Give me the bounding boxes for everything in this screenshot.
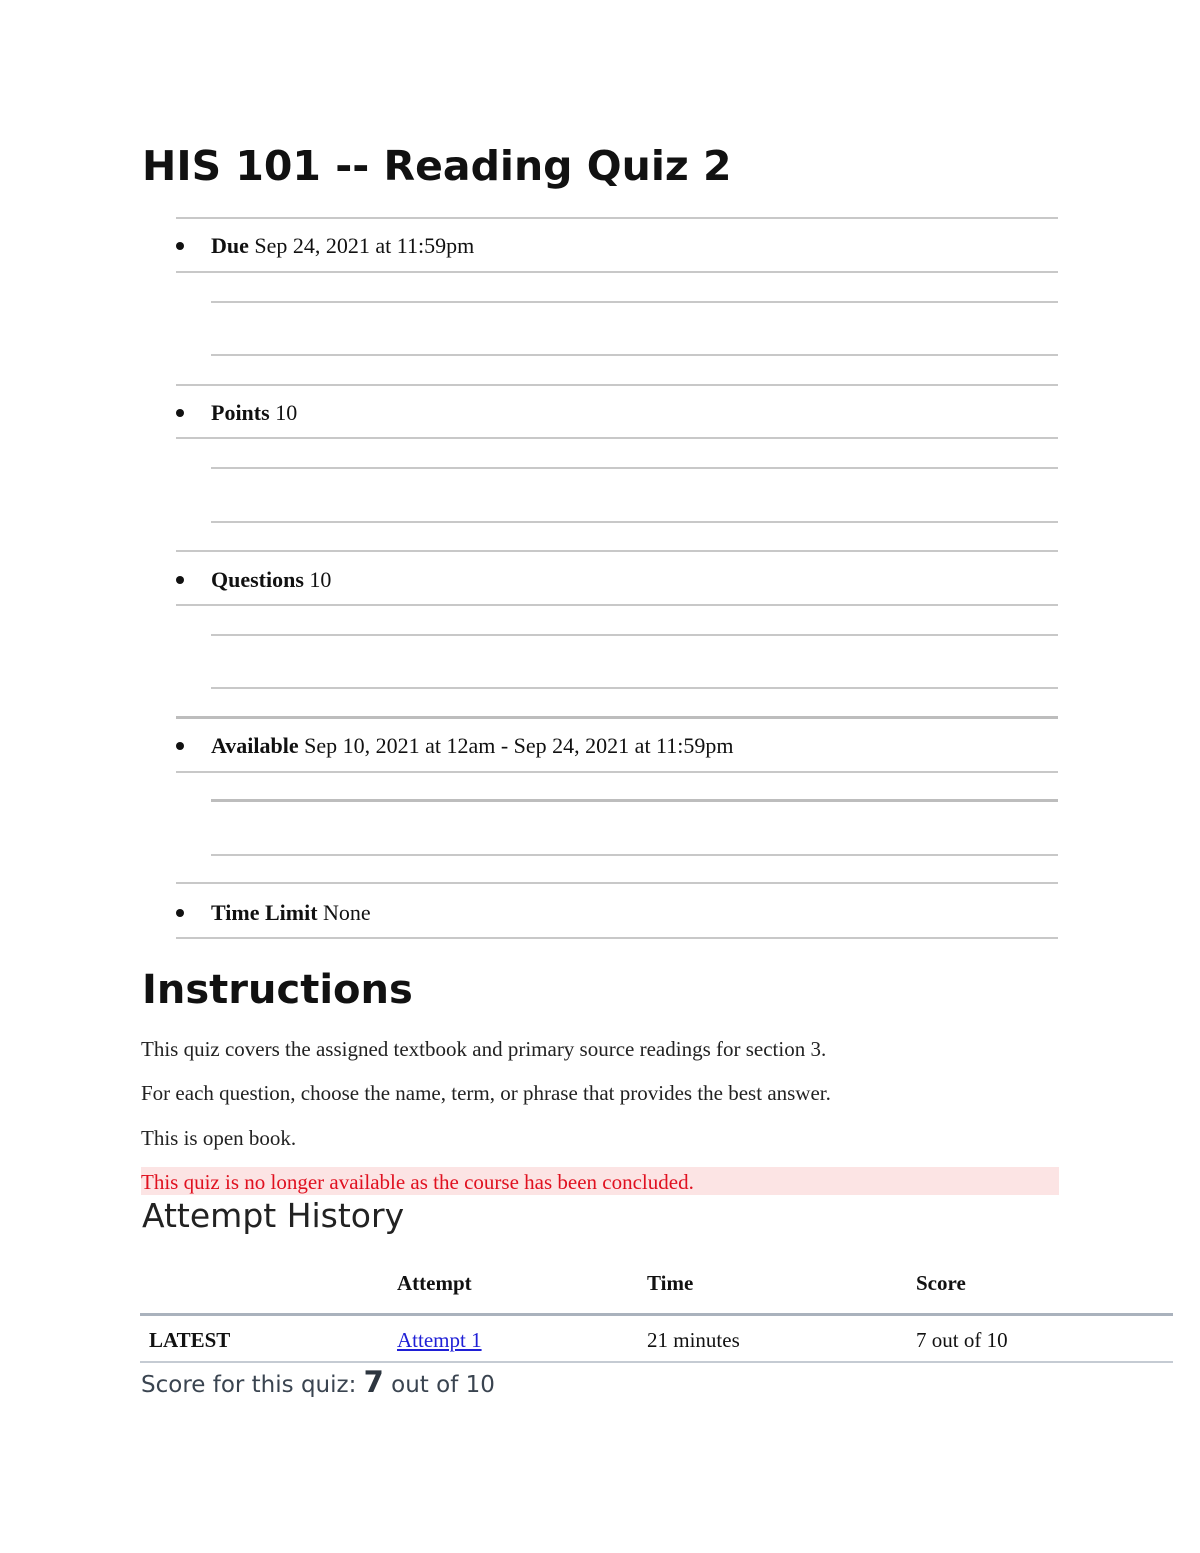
score-summary-prefix: Score for this quiz: <box>141 1372 357 1398</box>
instructions-paragraph: This is open book. <box>141 1126 297 1150</box>
score-summary-value: 7 <box>363 1365 384 1399</box>
divider <box>176 217 1058 219</box>
bullet-icon <box>176 409 184 417</box>
instructions-paragraph: For each question, choose the name, term, or phrase that provides the best answer. <box>141 1081 831 1105</box>
attempt-link[interactable]: Attempt 1 <box>397 1328 482 1352</box>
bullet-icon <box>176 576 184 584</box>
column-header-time: Time <box>647 1271 694 1295</box>
divider <box>176 937 1058 939</box>
bullet-icon <box>176 742 184 750</box>
divider <box>176 716 1058 719</box>
detail-value: Sep 24, 2021 at 11:59pm <box>254 233 475 258</box>
column-header-attempt: Attempt <box>397 1271 472 1295</box>
divider <box>176 771 1058 773</box>
attempt-history-heading: Attempt History <box>142 1196 405 1235</box>
bullet-icon <box>176 909 184 917</box>
detail-label: Time Limit <box>211 900 318 925</box>
bullet-icon <box>176 242 184 250</box>
detail-label: Points <box>211 400 270 425</box>
instructions-heading: Instructions <box>142 967 413 1013</box>
time-cell: 21 minutes <box>647 1328 740 1352</box>
divider <box>176 437 1058 439</box>
column-header-score: Score <box>916 1271 966 1295</box>
divider <box>176 882 1058 884</box>
instructions-paragraph: This quiz covers the assigned textbook and primary source readings for section 3. <box>141 1037 827 1061</box>
detail-value: 10 <box>309 567 332 592</box>
detail-label: Due <box>211 233 249 258</box>
divider <box>211 634 1058 636</box>
detail-label: Questions <box>211 567 304 592</box>
table-header-divider <box>140 1313 1173 1316</box>
divider <box>211 521 1058 523</box>
divider <box>211 854 1058 856</box>
detail-value: 10 <box>275 400 298 425</box>
attempt-cell <box>397 1325 482 1355</box>
divider <box>176 604 1058 606</box>
detail-value: Sep 10, 2021 at 12am - Sep 24, 2021 at 11:59pm <box>304 733 734 758</box>
page-title: HIS 101 -- Reading Quiz 2 <box>142 142 732 190</box>
score-summary <box>141 1362 495 1402</box>
latest-label: LATEST <box>149 1328 231 1352</box>
divider <box>211 301 1058 303</box>
divider <box>176 550 1058 552</box>
score-summary-suffix: out of 10 <box>391 1372 495 1398</box>
score-cell: 7 out of 10 <box>916 1328 1008 1352</box>
detail-label: Available <box>211 733 299 758</box>
divider <box>211 467 1058 469</box>
divider <box>211 354 1058 356</box>
course-concluded-notice: This quiz is no longer available as the course has been concluded. <box>141 1167 1059 1195</box>
divider <box>176 271 1058 273</box>
divider <box>211 799 1058 802</box>
divider <box>176 384 1058 386</box>
detail-value: None <box>323 900 371 925</box>
divider <box>211 687 1058 689</box>
